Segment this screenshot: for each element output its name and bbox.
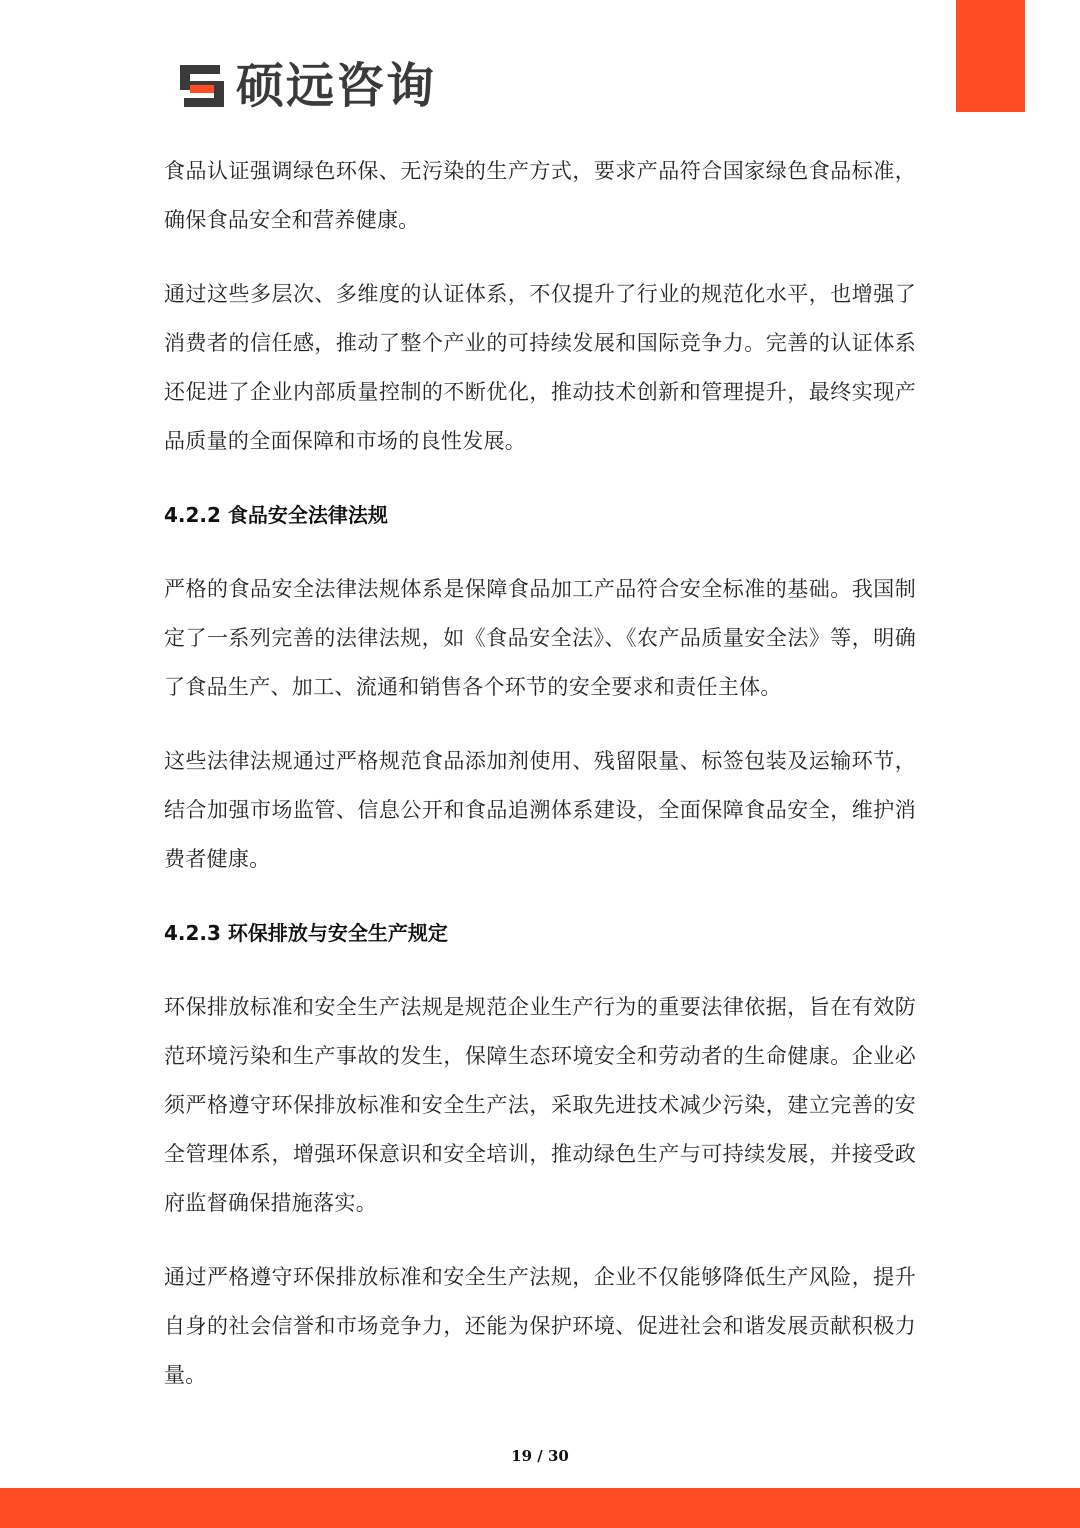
page-number: 19 / 30 xyxy=(511,1447,569,1465)
paragraph: 环保排放标准和安全生产法规是规范企业生产行为的重要法律依据，旨在有效防范环境污染和生产事故的发生，保障生态环境安全和劳动者的生命健康。企业必须严格遵守环保排放标准和安全生产法，采取先进技术减少污染，建立完善的安全管理体系，增强环保意识和安全培训，推动绿色生产与可持续发展，并接受政府监督确保措施落实。 xyxy=(164,995,916,1215)
brand-logo xyxy=(176,58,436,114)
paragraph: 严格的食品安全法律法规体系是保障食品加工产品符合安全标准的基础。我国制定了一系列完善的法律法规，如《食品安全法》、《农产品质量安全法》等，明确了食品生产、加工、流通和销售各个环节的安全要求和责任主体。 xyxy=(164,577,916,699)
paragraph: 这些法律法规通过严格规范食品添加剂使用、残留限量、标签包装及运输环节，结合加强市场监管、信息公开和食品追溯体系建设，全面保障食品安全，维护消费者健康。 xyxy=(164,749,916,871)
section-heading: 4.2.3 环保排放与安全生产规定 xyxy=(164,921,448,945)
document-body xyxy=(164,147,916,1425)
brand-name: 硕远咨询 xyxy=(236,58,437,114)
s-mark-logo-icon xyxy=(176,61,228,111)
footer-accent-bar xyxy=(0,1488,1080,1528)
section-heading: 4.2.2 食品安全法律法规 xyxy=(164,503,388,527)
paragraph: 食品认证强调绿色环保、无污染的生产方式，要求产品符合国家绿色食品标准，确保食品安全和营养健康。 xyxy=(164,159,916,232)
corner-accent-tab xyxy=(956,0,1025,112)
paragraph: 通过这些多层次、多维度的认证体系，不仅提升了行业的规范化水平，也增强了消费者的信任感，推动了整个产业的可持续发展和国际竞争力。完善的认证体系还促进了企业内部质量控制的不断优化，推动技术创新和管理提升，最终实现产品质量的全面保障和市场的良性发展。 xyxy=(164,282,916,453)
paragraph: 通过严格遵守环保排放标准和安全生产法规，企业不仅能够降低生产风险，提升自身的社会信誉和市场竞争力，还能为保护环境、促进社会和谐发展贡献积极力量。 xyxy=(164,1265,916,1387)
